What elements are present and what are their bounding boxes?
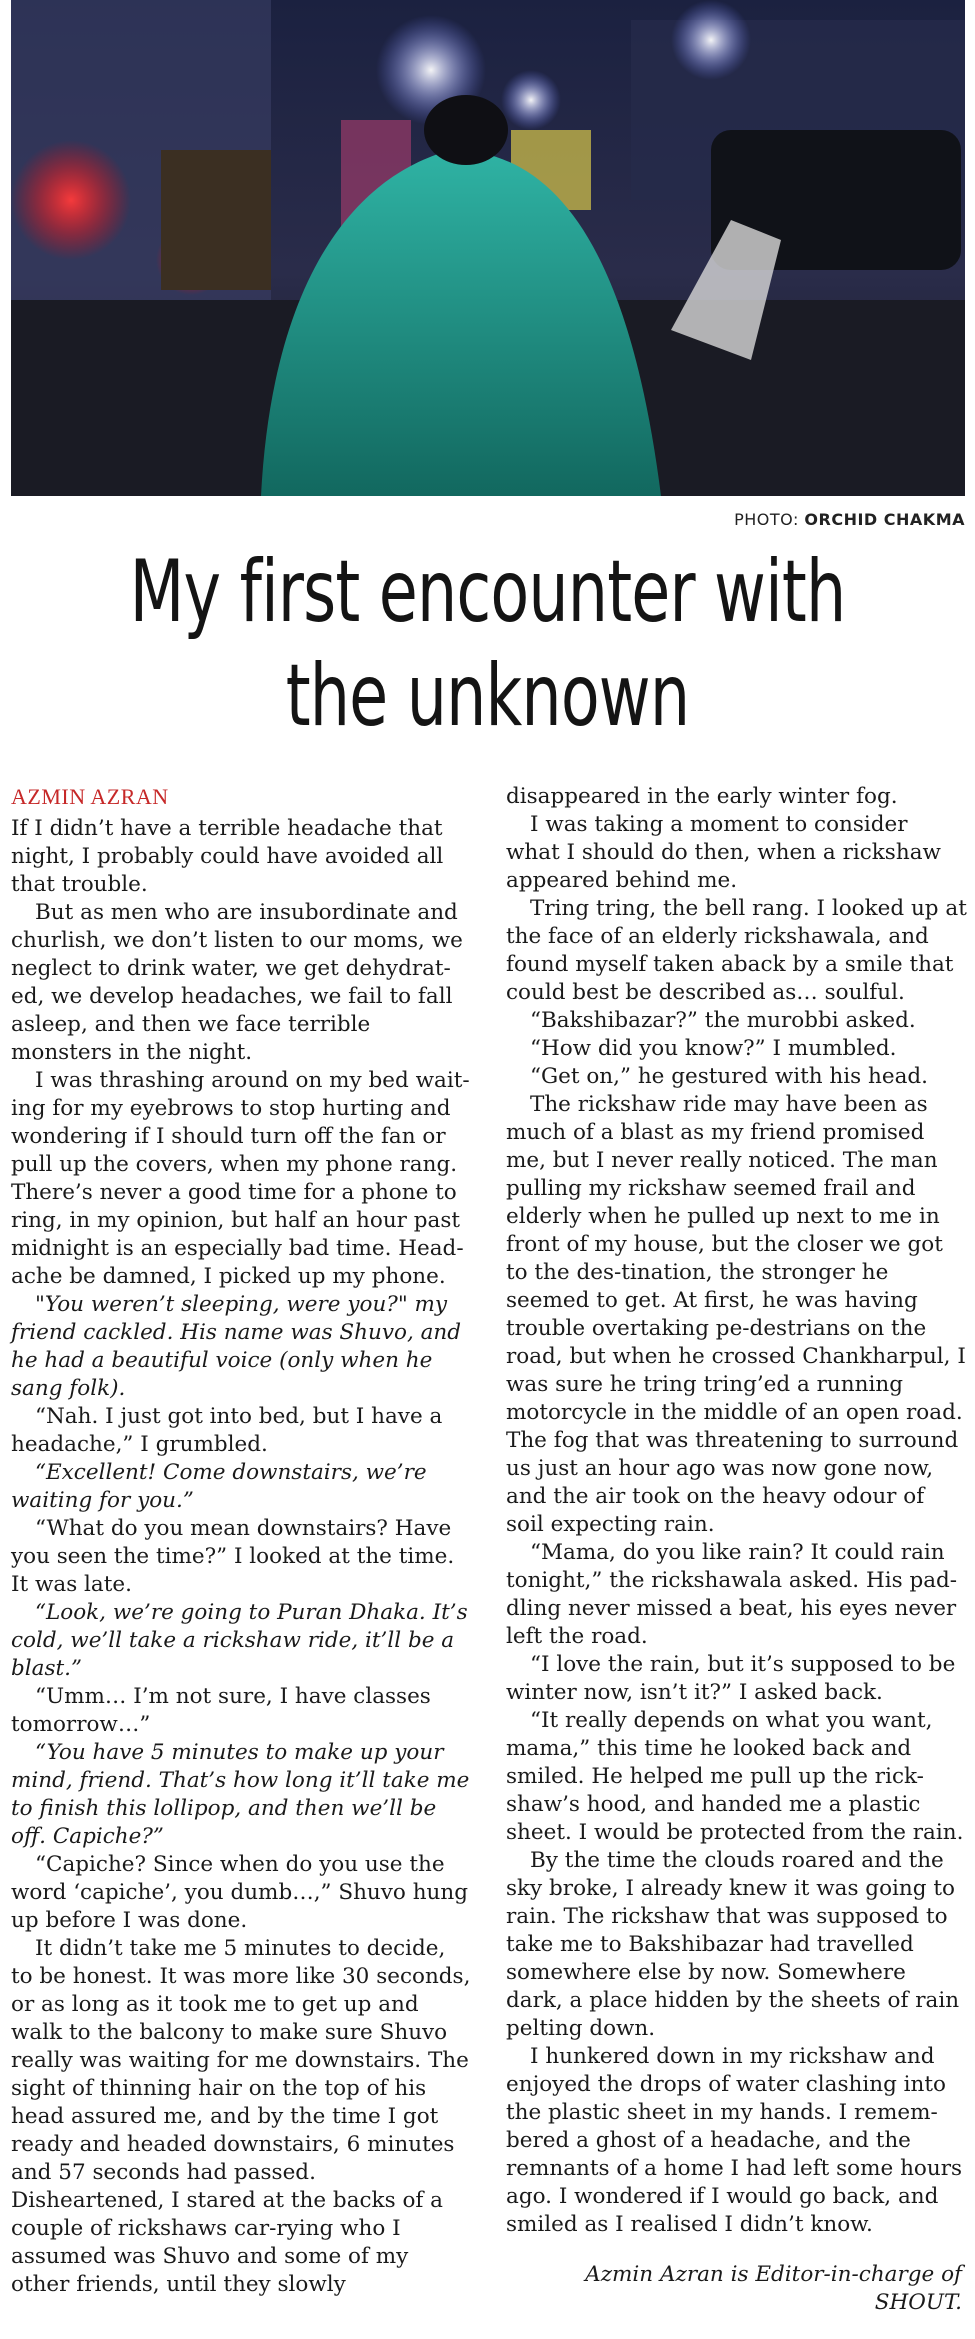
- headline-line-1: My first encounter with: [129, 542, 846, 642]
- paragraph: “Look, we’re going to Puran Dhaka. It’s cold, we’ll take a rickshaw ride, it’ll be a blast.”: [11, 1600, 468, 1681]
- paragraph: The rickshaw ride may have been as much of a blast as my friend promised me, but I never really noticed. The man pulling my rickshaw seemed frail and elderly when he pulled up next to me in front of my house, but the closer we got to the des-tination, the stronger he seemed to get. At first, he was having trouble overtaking pe-destrians on the road, but when he crossed Chankharpul, I was sure he tring tring’ed a running motorcycle in the middle of an open road. The fog that was threatening to surround us just an hour ago was now gone now, and the air took on the heavy odour of soil expecting rain.: [506, 1092, 966, 1537]
- paragraph: “I love the rain, but it’s supposed to be winter now, isn’t it?” I asked back.: [506, 1652, 956, 1705]
- paragraph: “Nah. I just got into bed, but I have a headache,” I grumbled.: [11, 1404, 443, 1457]
- paragraph: “How did you know?” I mumbled.: [530, 1036, 897, 1061]
- article-column-right: [506, 783, 968, 2339]
- photo-credit-name: ORCHID CHAKMA: [804, 510, 965, 529]
- paragraph: Tring tring, the bell rang. I looked up at the face of an elderly rickshawala, and found myself taken aback by a smile that could best be described as… soulful.: [506, 896, 967, 1005]
- byline: AZMIN AZRAN: [11, 784, 169, 809]
- paragraph: But as men who are insubordinate and churlish, we don’t listen to our moms, we neglect to drink water, we get dehydrat-ed, we develop headaches, we fail to fall asleep, and then we face terrible monsters in the night.: [11, 900, 463, 1065]
- paragraph: If I didn’t have a terrible headache that night, I probably could have avoided all that trouble.: [11, 816, 444, 897]
- paragraph: “Mama, do you like rain? It could rain tonight,” the rickshawala asked. His pad-dling never missed a beat, his eyes never left the road.: [506, 1540, 958, 1649]
- article-column-left: [11, 783, 471, 2299]
- paragraph: “What do you mean downstairs? Have you seen the time?” I looked at the time. It was late.: [11, 1516, 455, 1597]
- paragraph: “You have 5 minutes to make up your mind, friend. That’s how long it’ll take me to finish this lollipop, and then we’ll be off. Capiche?”: [11, 1740, 470, 1849]
- paragraph: “Capiche? Since when do you use the word ‘capiche’, you dumb…,” Shuvo hung up before I was done.: [11, 1852, 469, 1933]
- paragraph: “Umm… I’m not sure, I have classes tomorrow…”: [11, 1684, 431, 1737]
- paragraph: “Bakshibazar?” the murobbi asked.: [530, 1008, 916, 1033]
- paragraph: By the time the clouds roared and the sky broke, I already knew it was going to rain. The rickshaw that was supposed to take me to Bakshibazar had travelled somewhere else by now. Somewhere dark, a place hidden by the sheets of rain pelting down.: [506, 1848, 960, 2041]
- paragraph: I hunkered down in my rickshaw and enjoyed the drops of water clashing into the plastic sheet in my hands. I remem-bered a ghost of a headache, and the remnants of a home I had left some hours ago. I wondered if I would go back, and smiled as I realised I didn’t know.: [506, 2044, 963, 2237]
- hero-photo: [11, 0, 965, 496]
- paragraph: I was thrashing around on my bed wait-ing for my eyebrows to stop hurting and wondering if I should turn off the fan or pull up the covers, when my phone rang. There’s never a good time for a phone to ring, in my opinion, but half an hour past midnight is an especially bad time. Head-ache be damned, I picked up my phone.: [11, 1068, 470, 1289]
- headline-line-2: the unknown: [285, 646, 690, 746]
- paragraph: “Get on,” he gestured with his head.: [530, 1064, 929, 1089]
- author-tagline: Azmin Azran is Editor-in-charge of SHOUT.: [585, 2262, 962, 2315]
- article-headline: [88, 540, 888, 748]
- rainy-street-illustration: [11, 0, 965, 496]
- photo-credit-label: PHOTO:: [734, 510, 799, 529]
- paragraph: disappeared in the early winter fog.: [506, 784, 898, 809]
- paragraph: It didn’t take me 5 minutes to decide, to be honest. It was more like 30 seconds, or as long as it took me to get up and walk to the balcony to make sure Shuvo really was waiting for me downstairs. The sight of thinning hair on the top of his head assured me, and by the time I got ready and headed downstairs, 6 minutes and 57 seconds had passed. Disheartened, I stared at the backs of a couple of rickshaws car-rying who I assumed was Shuvo and some of my other friends, until they slowly: [11, 1936, 471, 2297]
- paragraph: I was taking a moment to consider what I should do then, when a rickshaw appeared behind me.: [506, 812, 941, 893]
- photo-credit: [734, 510, 965, 529]
- paragraph: “It really depends on what you want, mama,” this time he looked back and smiled. He helped me pull up the rick-shaw’s hood, and handed me a plastic sheet. I would be protected from the rain.: [506, 1708, 964, 1845]
- paragraph: “Excellent! Come downstairs, we’re waiting for you.”: [11, 1460, 427, 1513]
- paragraph: "You weren’t sleeping, were you?" my friend cackled. His name was Shuvo, and he had a beautiful voice (only when he sang folk).: [11, 1292, 462, 1401]
